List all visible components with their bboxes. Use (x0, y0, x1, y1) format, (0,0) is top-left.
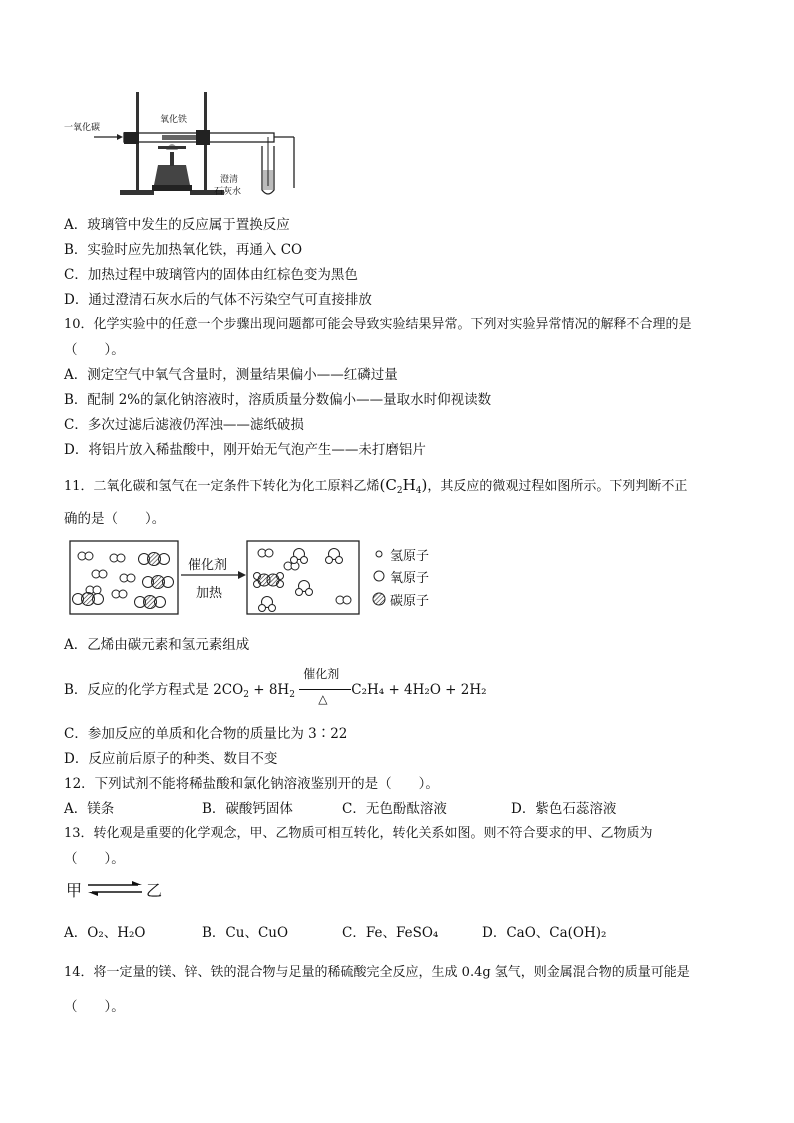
q11-stem-a: 11．二氧化碳和氢气在一定条件下转化为化工原料乙烯 (64, 479, 380, 494)
q12-option-d: D．紫色石蕊溶液 (511, 801, 617, 817)
q13-option-b: B．Cu、CuO (202, 925, 289, 941)
heating-label: 加热 (196, 586, 223, 601)
q10-stem-line1: 10．化学实验中的任意一个步骤出现问题都可能会导致实验结果异常。下列对实验异常情况的解释不合理的是 (64, 317, 692, 332)
q14-stem-line1: 14．将一定量的镁、锌、铁的混合物与足量的稀硫酸完全反应，生成 0.4g 氢气，则金属混合物的质量可能是 (64, 965, 690, 980)
q9-option-d: D．通过澄清石灰水后的气体不污染空气可直接排放 (64, 292, 372, 308)
equation-catalyst: 催化剂 (303, 667, 340, 681)
q10-option-d: D．将铝片放入稀盐酸中，刚开始无气泡产生——未打磨铝片 (64, 442, 426, 458)
fe2o3-label: 氧化铁 (160, 115, 188, 125)
catalyst-label: 催化剂 (188, 558, 228, 573)
equation-rhs: C₂H₄ + 4H₂O + 2H₂ (351, 682, 487, 698)
conversion-diagram (66, 876, 166, 900)
q13-option-c: C．Fe、FeSO₄ (342, 925, 439, 941)
yi-label: 乙 (146, 881, 163, 900)
reaction-micro-diagram (68, 538, 448, 618)
q10-option-a: A．测定空气中氧气含量时，测量结果偏小——红磷过量 (64, 367, 398, 383)
q12-option-c: C．无色酚酞溶液 (342, 801, 447, 817)
q11-stem-line2: 确的是（ ）。 (64, 511, 166, 527)
q12-stem: 12．下列试剂不能将稀盐酸和氯化钠溶液鉴别开的是（ ）。 (64, 776, 439, 792)
equation-lhs-a: B．反应的化学方程式是 2CO (64, 682, 244, 698)
q12-options (64, 800, 684, 818)
q14-stem-line2: （ ）。 (64, 999, 125, 1015)
equation-sub-2a: 2 (243, 690, 249, 700)
q10-stem-line2: （ ）。 (64, 342, 125, 358)
q10-option-c: C．多次过滤后滤液仍浑浊——滤纸破损 (64, 417, 304, 433)
q9-option-c: C．加热过程中玻璃管内的固体由红棕色变为黑色 (64, 267, 358, 283)
q11-option-b (64, 667, 487, 706)
q11-option-a: A．乙烯由碳元素和氢元素组成 (64, 637, 250, 653)
legend-carbon: 碳原子 (390, 594, 430, 609)
legend-hydrogen: 氢原子 (390, 549, 430, 564)
double-arrow-icon (86, 879, 146, 899)
q13-options (64, 924, 684, 942)
q13-option-d: D．CaO、Ca(OH)₂ (482, 925, 607, 941)
q11-option-c: C．参加反应的单质和化合物的质量比为 3∶22 (64, 726, 348, 742)
q13-stem-line1: 13．转化观是重要的化学观念，甲、乙物质可相互转化，转化关系如图。则不符合要求的甲、乙物质为 (64, 826, 653, 841)
q9-option-a: A．玻璃管中发生的反应属于置换反应 (64, 217, 290, 233)
q12-option-b: B．碳酸钙固体 (202, 801, 293, 817)
formula-c: C (385, 476, 397, 494)
equation-delta: △ (318, 692, 328, 706)
co-label: 一氧化碳 (64, 123, 101, 133)
q10-option-b: B．配制 2%的氯化钠溶液时，溶质质量分数偏小——量取水时仰视读数 (64, 392, 492, 408)
limewater-label-2: 石灰水 (214, 187, 242, 197)
equation-condition (299, 667, 351, 706)
equation-sub-2b: 2 (289, 690, 295, 700)
formula-h: H (402, 476, 416, 494)
q11-stem-line1 (64, 476, 687, 500)
equation-lhs-b: + 8H (248, 682, 290, 698)
apparatus-drawing (62, 90, 302, 200)
q9-option-b: B．实验时应先加热氧化铁，再通入 CO (64, 242, 303, 258)
ethylene-formula: $(C_2H_4)$ (379, 476, 428, 496)
formula-sub-2: 2 (396, 486, 403, 496)
legend-oxygen: 氧原子 (390, 571, 430, 586)
co-reduction-apparatus-figure (62, 90, 302, 200)
q11-option-d: D．反应前后原子的种类、数目不变 (64, 751, 278, 767)
q11-stem-b: ，其反应的微观过程如图所示。下列判断不正 (427, 479, 688, 494)
q13-stem-line2: （ ）。 (64, 851, 125, 867)
jia-label: 甲 (66, 881, 83, 900)
q13-option-a: A．O₂、H₂O (64, 925, 146, 941)
q12-option-a: A．镁条 (64, 801, 115, 817)
formula-sub-4: 4 (415, 486, 422, 496)
limewater-label-1: 澄清 (220, 175, 239, 185)
